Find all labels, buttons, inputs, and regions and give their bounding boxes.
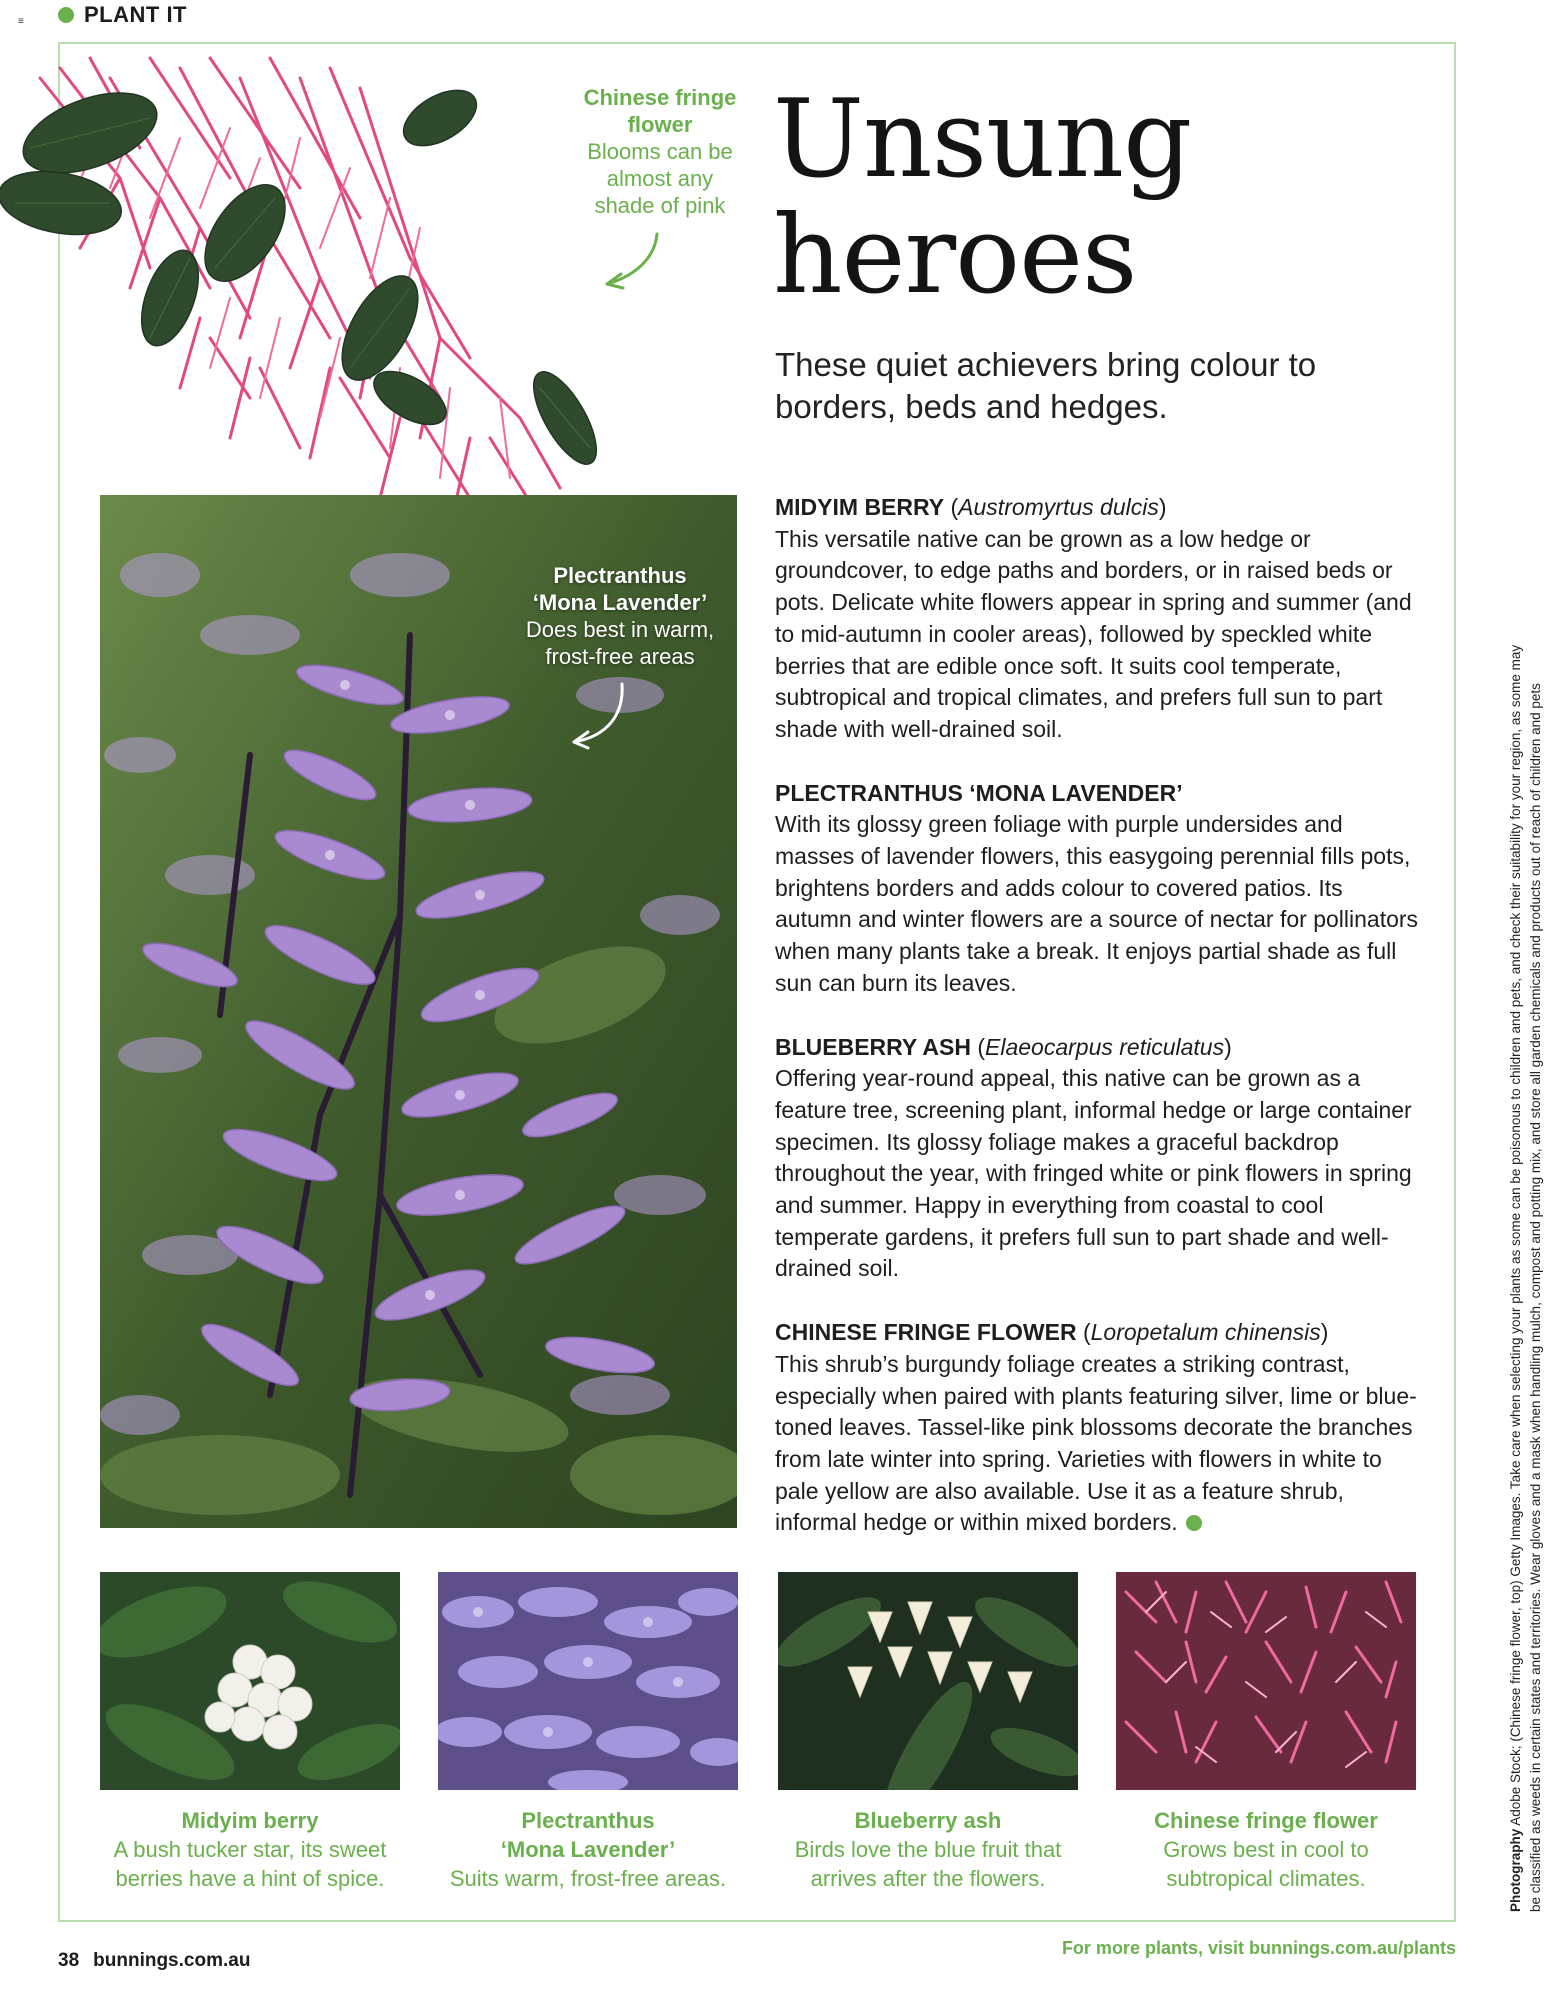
article-scientific-name: Elaeocarpus reticulatus [985, 1033, 1225, 1060]
article-scientific-name: Loropetalum chinensis [1090, 1319, 1321, 1346]
caption-title: Blueberry ash [854, 1808, 1002, 1833]
curved-arrow-icon [595, 228, 665, 292]
callout-title-line1: Chinese fringe [583, 85, 737, 110]
caption-line1: Birds love the blue fruit that [794, 1837, 1062, 1862]
credit-text1: Adobe Stock; (Chinese fringe flower, top) Getty Images. Take care when selecting your plants as some can be poisonous to children and pets, and check their suitability for your region, as some may [1508, 644, 1523, 1826]
callout-text-line1: Blooms can be [587, 139, 733, 164]
corner-mark: ≡ [18, 16, 24, 27]
page-title [773, 77, 1192, 318]
title-line2: heroes [773, 193, 1137, 318]
article-chinese-fringe-flower [775, 1317, 1425, 1539]
end-dot-icon [1186, 1515, 1202, 1531]
article-heading: BLUEBERRY ASH [775, 1033, 971, 1060]
callout-photo-text-line1: Does best in warm, [525, 617, 715, 642]
callout-photo-text-line2: frost-free areas [545, 644, 695, 669]
article-plectranthus [775, 778, 1425, 1000]
caption-line1: A bush tucker star, its sweet [113, 1837, 387, 1862]
article-text [775, 778, 1425, 1000]
callout-chinese-fringe [560, 84, 760, 219]
title-line1: Unsung [773, 77, 1192, 202]
caption-line1: Grows best in cool to [1163, 1837, 1369, 1862]
callout-text-line2: almost any [606, 166, 714, 191]
callout-text-line3: shade of pink [594, 193, 726, 218]
article-body: This versatile native can be grown as a low hedge or groundcover, to edge paths and borders, or in raised beds or pots. Delicate white flowers appear in spring and summer (and to mid-autumn in cooler areas), followed by speckled white berries that are edible once soft. It suits cool temperate, subtropical and tropical climates, and prefers full sun to part shade with well-drained soil. [775, 525, 1412, 742]
thumbnail-row [100, 1572, 1416, 1802]
caption-chinese-fringe-flower [1111, 1806, 1421, 1893]
caption-blueberry-ash [773, 1806, 1083, 1893]
footer-site[interactable]: bunnings.com.au [93, 1950, 251, 1971]
article-text: BLUEBERRY ASH (Elaeocarpus reticulatus) Offering year-round appeal, this native can be grown as a feature tree, screening plant, informal hedge or large container specimen. Its glossy foliage makes a graceful backdrop throughout the year, with fringed white or pink flowers in spring and summer. Happy in everything from coastal to cool temperate gardens, it prefers full sun to part shade and well-drained soil. [775, 1033, 1412, 1282]
articles [775, 492, 1425, 1571]
article-body: With its glossy green foliage with purple undersides and masses of lavender flowers, this easygoing perennial fills pots, brightens borders and adds colour to covered patios. Its autumn and winter flowers are a source of nectar for pollinators when many plants take a break. It enjoys partial shade as full sun can burn its leaves. [775, 811, 1419, 996]
article-heading: MIDYIM BERRY [775, 494, 945, 520]
callout-plectranthus [505, 562, 735, 670]
article-text: MIDYIM BERRY (Austromyrtus dulcis) This versatile native can be grown as a low hedge or groundcover, to edge paths and borders, or in raised beds or pots. Delicate white flowers appear in spring and summer (and to mid-autumn in cooler areas), followed by speckled white berries that are edible once soft. It suits cool temperate, subtropical and tropical climates, and prefers full sun to part shade with well-drained soil. [775, 494, 1412, 742]
credit-label: Photography [1508, 1828, 1523, 1912]
caption-title: Chinese fringe flower [1154, 1808, 1378, 1833]
caption-plectranthus [433, 1806, 743, 1893]
callout-photo-title-line1: Plectranthus [553, 563, 687, 588]
article-midyim-berry [775, 492, 1425, 746]
thumb-blueberry-ash [778, 1572, 1078, 1790]
article-body: Offering year-round appeal, this native can be grown as a feature tree, screening plant, informal hedge or large container specimen. Its glossy foliage makes a graceful backdrop throughout the year, with fringed white or pink flowers in spring and summer. Happy in everything from coastal to cool temperate gardens, it prefers full sun to part shade and well-drained soil. [775, 1065, 1412, 1282]
footer-link[interactable]: For more plants, visit bunnings.com.au/plants [1061, 1938, 1456, 1958]
section-tag [58, 2, 187, 28]
article-body: This shrub’s burgundy foliage creates a striking contrast, especially when paired with plants featuring silver, lime or blue-toned leaves. Tassel-like pink blossoms decorate the branches from late winter into spring. Varieties with flowers in white to pale yellow are also available. Use it as a feature shrub, informal hedge or within mixed borders. [775, 1350, 1417, 1536]
credit-line2: be classified as weeds in certain states and territories. Wear gloves and a mask when handling mulch, compost and potting mix, and store all garden chemicals and products out of reach of children and pets [1528, 683, 1543, 1912]
article-text: CHINESE FRINGE FLOWER (Loropetalum chinensis) This shrub’s burgundy foliage creates a striking contrast, especially when paired with plants featuring silver, lime or blue-toned leaves. Tassel-like pink blossoms decorate the branches from late winter into spring. Varieties with flowers in white to pale yellow are also available. Use it as a feature shrub, informal hedge or within mixed borders. [775, 1319, 1417, 1536]
green-dot-icon [58, 7, 74, 23]
thumb-plectranthus [438, 1572, 738, 1790]
caption-line2: berries have a hint of spice. [115, 1866, 385, 1891]
caption-midyim-berry [95, 1806, 405, 1893]
callout-photo-title-line2: ‘Mona Lavender’ [532, 590, 708, 615]
caption-line2: subtropical climates. [1166, 1866, 1366, 1891]
thumb-midyim-berry [100, 1572, 400, 1790]
page-subtitle: These quiet achievers bring colour to borders, beds and hedges. [775, 346, 1317, 425]
curved-arrow-icon [562, 678, 630, 750]
article-heading: PLECTRANTHUS ‘MONA LAVENDER’ [775, 779, 1183, 806]
footer-left [58, 1950, 250, 1972]
caption-title: Midyim berry [181, 1808, 319, 1833]
article-heading: CHINESE FRINGE FLOWER [775, 1319, 1077, 1346]
credit-line1 [1506, 562, 1526, 1912]
article-scientific-name: Austromyrtus dulcis [958, 494, 1159, 520]
page-number: 38 [58, 1950, 80, 1971]
article-blueberry-ash [775, 1032, 1425, 1286]
caption-title-line2: ‘Mona Lavender’ [500, 1837, 676, 1862]
photo-credit [1506, 562, 1546, 1912]
section-label: PLANT IT [84, 2, 187, 27]
callout-title-line2: flower [627, 112, 693, 137]
caption-line2: arrives after the flowers. [810, 1866, 1046, 1891]
thumb-chinese-fringe-flower [1116, 1572, 1416, 1790]
caption-title: Plectranthus [521, 1808, 655, 1833]
caption-line1: Suits warm, frost-free areas. [449, 1866, 727, 1891]
